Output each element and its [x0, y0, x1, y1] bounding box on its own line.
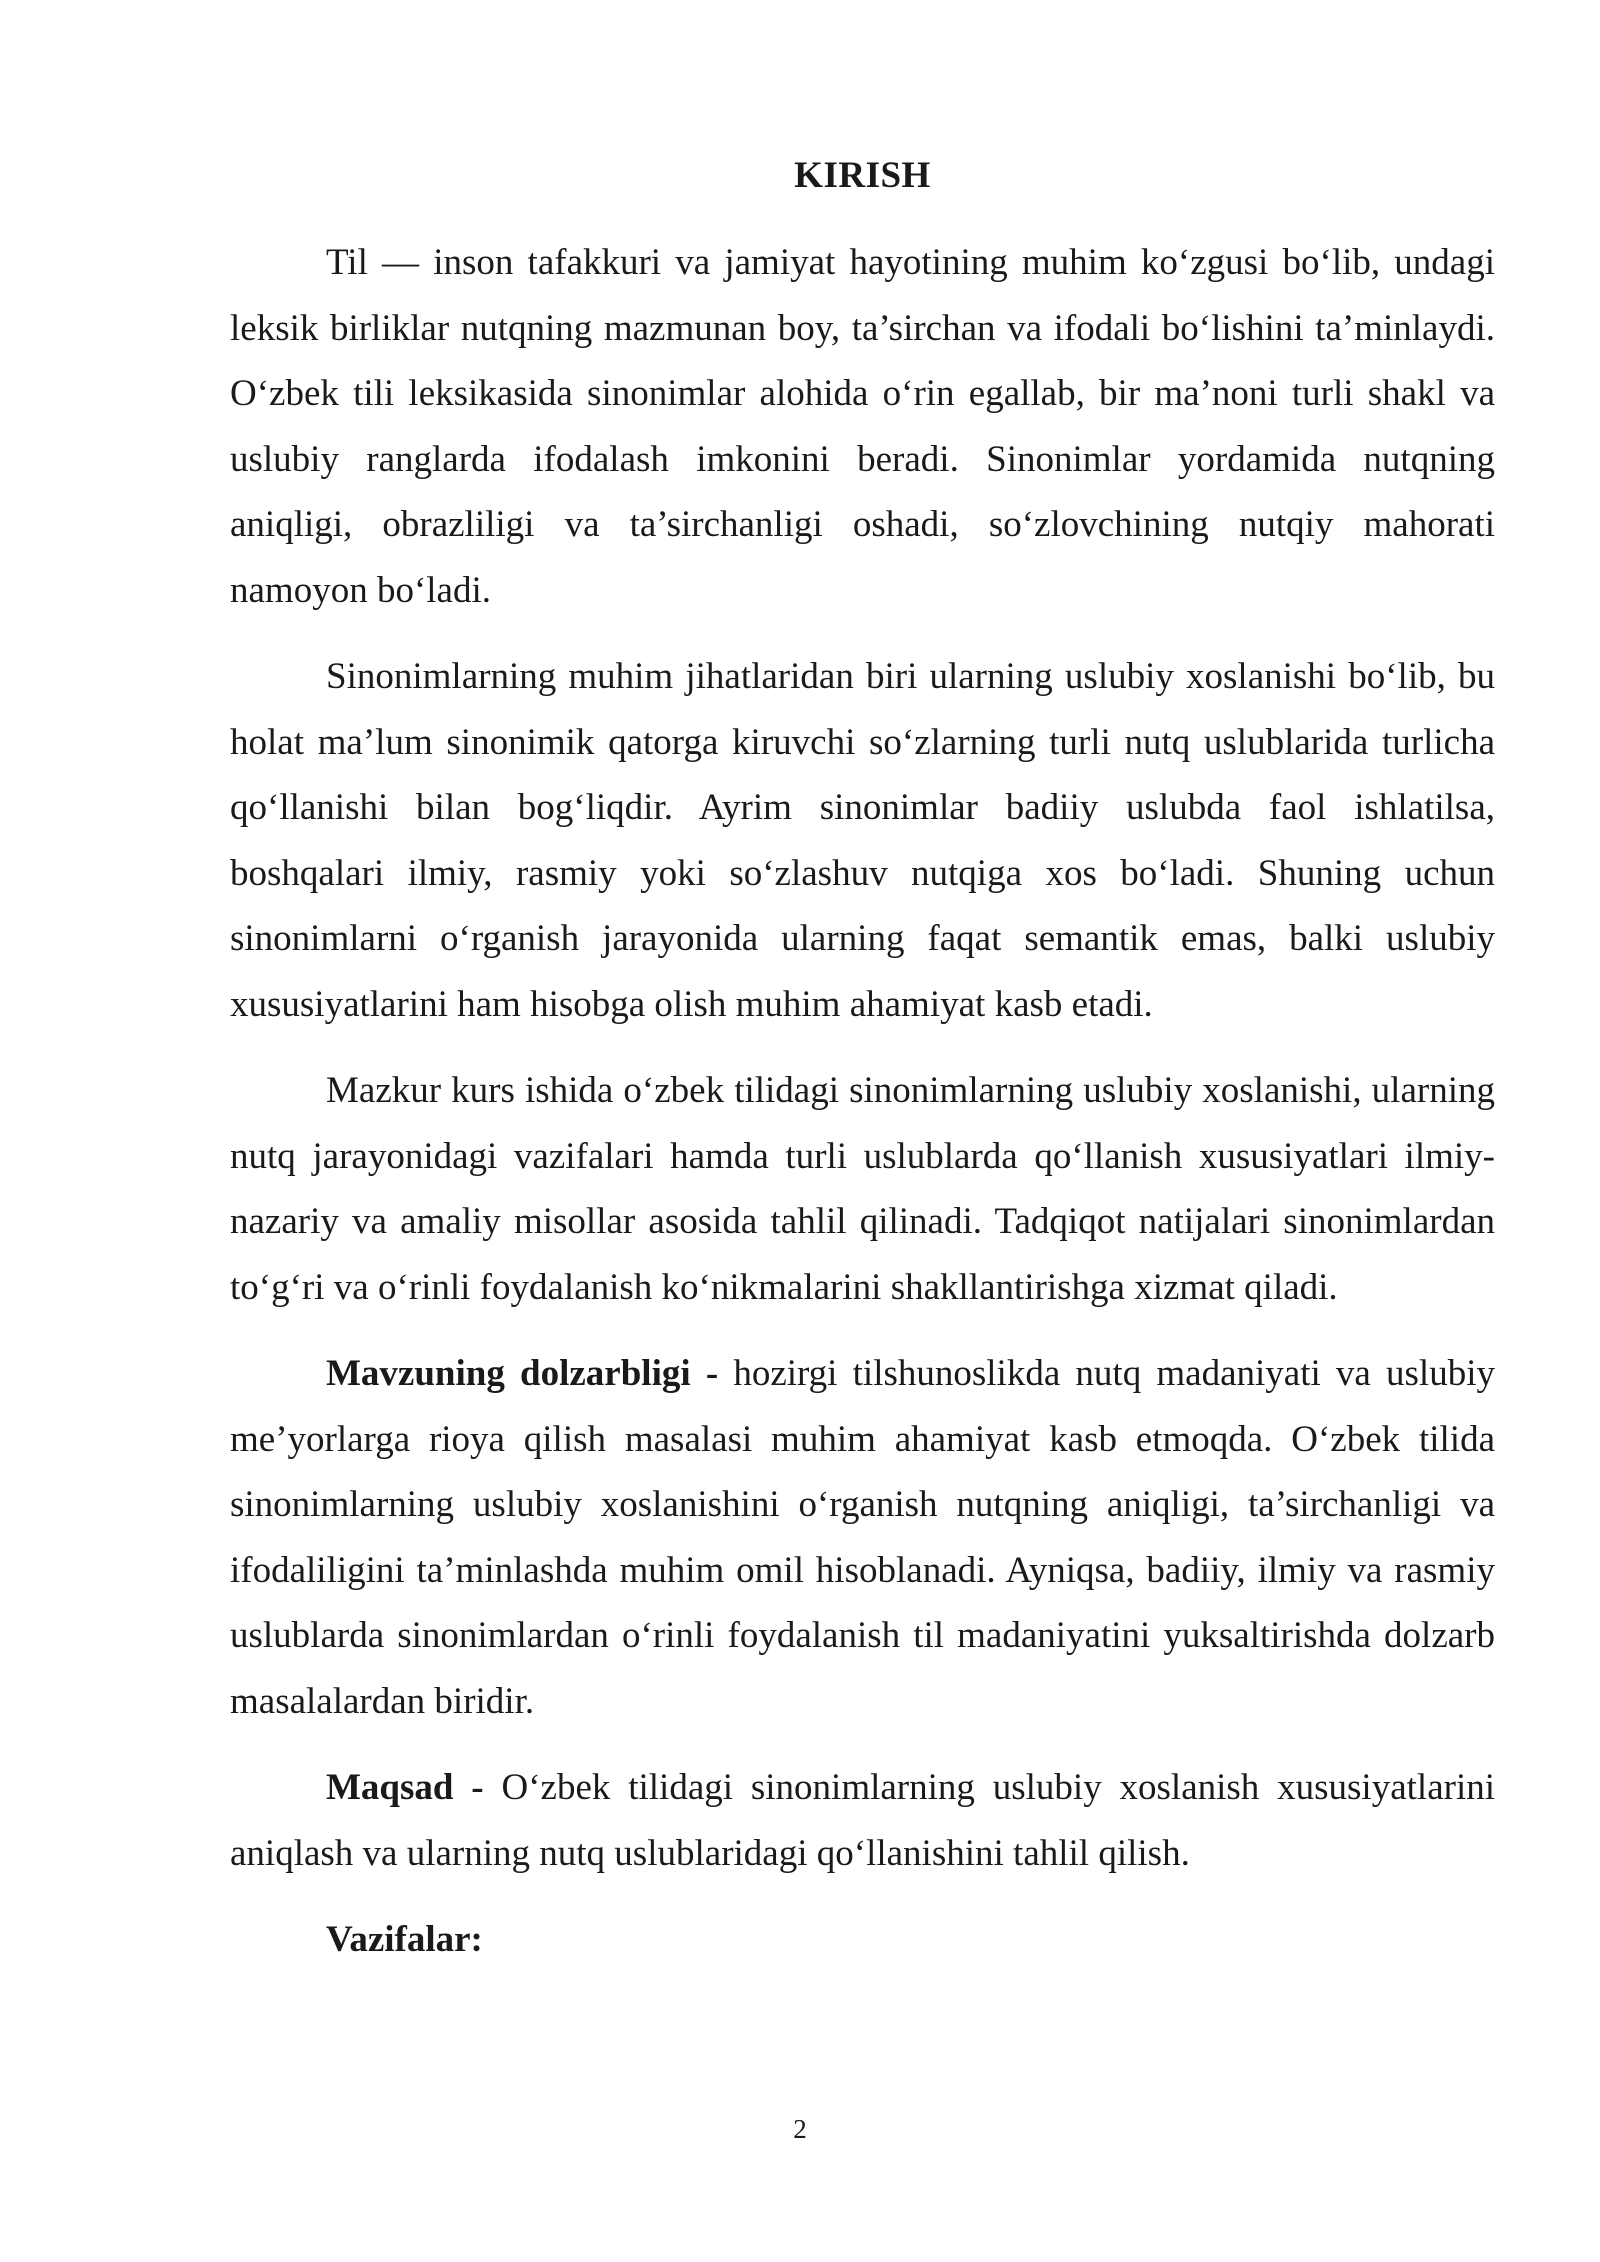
tasks-paragraph: [230, 1907, 1495, 1973]
goal-label: Maqsad -: [326, 1767, 484, 1808]
page-content: [230, 150, 1495, 1994]
relevance-label: Mavzuning dolzarbligi -: [326, 1353, 719, 1394]
paragraph-text: Sinonimlarning muhim jihatlaridan biri ularning uslubiy xoslanishi bo‘lib, bu holat ma’lum sinonimik qatorga kiruvchi so‘zlarning turli nutq uslublarida turlicha qo‘llanishi bilan bog‘liqdir. Ayrim sinonimlar badiiy uslubda faol ishlatilsa, boshqalari ilmiy, rasmiy yoki so‘zlashuv nutqiga xos bo‘ladi. Shuning uchun sinonimlarni o‘rganish jarayonida ularning faqat semantik emas, balki uslubiy xususiyatlarini ham hisobga olish muhim ahamiyat kasb etadi.: [230, 656, 1495, 1025]
stylistic-paragraph: [230, 644, 1495, 1037]
coursework-paragraph: [230, 1058, 1495, 1320]
goal-paragraph: [230, 1755, 1495, 1886]
relevance-paragraph: [230, 1341, 1495, 1734]
section-heading: KIRISH: [794, 155, 931, 196]
page-number: 2: [793, 2114, 807, 2144]
paragraph-text: Til — inson tafakkuri va jamiyat hayotining muhim ko‘zgusi bo‘lib, undagi leksik birliklar nutqning mazmunan boy, ta’sirchan va ifodali bo‘lishini ta’minlaydi. O‘zbek tili leksikasida sinonimlar alohida o‘rin egallab, bir ma’noni turli shakl va uslubiy ranglarda ifodalash imkonini beradi. Sinonimlar yordamida nutqning aniqligi, obrazliligi va ta’sirchanligi oshadi, so‘zlovchining nutqiy mahorati namoyon bo‘ladi.: [230, 242, 1495, 611]
paragraph-text: O‘zbek tilidagi sinonimlarning uslubiy xoslanish xususiyatlarini aniqlash va ularning nutq uslublaridagi qo‘llanishini tahlil qilish.: [230, 1767, 1495, 1874]
paragraph-text: Mazkur kurs ishida o‘zbek tilidagi sinonimlarning uslubiy xoslanishi, ularning nutq jarayonidagi vazifalari hamda turli uslublarda qo‘llanish xususiyatlari ilmiy-nazariy va amaliy misollar asosida tahlil qilinadi. Tadqiqot natijalari sinonimlardan to‘g‘ri va o‘rinli foydalanish ko‘nikmalarini shakllantirishga xizmat qiladi.: [230, 1070, 1495, 1308]
paragraph-text: hozirgi tilshunoslikda nutq madaniyati va uslubiy me’yorlarga rioya qilish masalasi muhim ahamiyat kasb etmoqda. O‘zbek tilida sinonimlarning uslubiy xoslanishini o‘rganish nutqning aniqligi, ta’sirchanligi va ifodaliligini ta’minlashda muhim omil hisoblanadi. Ayniqsa, badiiy, ilmiy va rasmiy uslublarda sinonimlardan o‘rinli foydalanish til madaniyatini yuksaltirishda dolzarb masalalardan biridir.: [230, 1353, 1495, 1722]
intro-paragraph: [230, 230, 1495, 623]
tasks-label: Vazifalar:: [326, 1919, 483, 1960]
